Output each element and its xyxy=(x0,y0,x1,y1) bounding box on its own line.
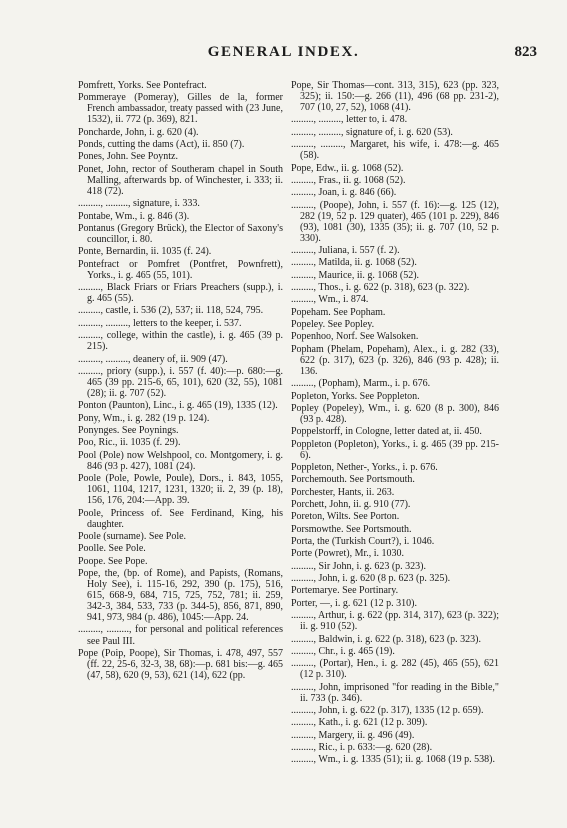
index-entry: Pontefract or Pomfret (Pontfret, Pownfrett), Yorks., i. g. 465 (55, 101). xyxy=(78,258,283,281)
left-index-column xyxy=(78,80,283,682)
index-entry: ........., Matilda, ii. g. 1068 (52). xyxy=(291,257,417,269)
index-entry: ........., Juliana, i. 557 (f. 2). xyxy=(291,245,400,257)
index-entry: Pope, Sir Thomas—cont. 313, 315), 623 (pp. 323, 325); ii. 150:—g. 266 (11), 496 (68 pp. 231-2), 707 (10, 27, 52), 1068 (41). xyxy=(291,80,499,114)
index-entry: Poo, Ric., ii. 1035 (f. 29). xyxy=(78,437,181,449)
index-entry: ........., Black Friars or Friars Preachers (supp.), i. g. 465 (55). xyxy=(78,282,283,305)
index-entry: Poppelstorff, in Cologne, letter dated at, ii. 450. xyxy=(291,426,482,438)
index-entry: ........., Sir John, i. g. 623 (p. 323). xyxy=(291,560,426,572)
index-entry: Popley (Popeley), Wm., i. g. 620 (8 p. 300), 846 (93 p. 428). xyxy=(291,402,499,425)
index-entry: Poole, Princess of. See Ferdinand, King, his daughter. xyxy=(78,507,283,530)
index-entry: ........., Wm., i. 874. xyxy=(291,294,369,306)
index-entry: ........., (Poope), John, i. 557 (f. 16):—g. 125 (12), 282 (19, 52 p. 129 quater), 465 (101 p. 229), 846 (93), 1081 (30), 1335 (35); ii. g. 707 (10, 52 p. 330). xyxy=(291,199,499,244)
index-entry: ........., priory (supp.), i. 557 (f. 40):—p. 680:—g. 465 (39 pp. 215-6, 65, 101), 620 (32, 55), 1081 (28); ii. g. 707 (52). xyxy=(78,365,283,399)
index-entry: ........., Ric., i. p. 633:—g. 620 (28). xyxy=(291,742,433,754)
index-entry: Pope, Edw., ii. g. 1068 (52). xyxy=(291,162,404,174)
index-entry: Pones, John. See Poyntz. xyxy=(78,151,178,163)
index-entry: ........., Arthur, i. g. 622 (pp. 314, 317), 623 (p. 322); ii. g. 910 (52). xyxy=(291,610,499,633)
index-entry: ........., John, i. g. 620 (8 p. 623 (p. 325). xyxy=(291,573,451,585)
index-entry: Poppleton, Nether-, Yorks., i. p. 676. xyxy=(291,462,438,474)
index-entry: Porchemouth. See Portsmouth. xyxy=(291,474,415,486)
index-entry: Pontanus (Gregory Brück), the Elector of Saxony's councillor, i. 80. xyxy=(78,222,283,245)
index-entry: ........., ........., deanery of, ii. 909 (47). xyxy=(78,353,228,365)
index-entry: ........., Margery, ii. g. 496 (49). xyxy=(291,729,415,741)
index-entry: Pommeraye (Pomeray), Gilles de la, former French ambassador, treaty passed with (23 June, 1532), ii. 772 (p. 369), 821. xyxy=(78,92,283,126)
index-entry: ........., Chr., i. g. 465 (19). xyxy=(291,645,395,657)
index-entry: ........., ........., letter to, i. 478. xyxy=(291,114,408,126)
index-entry: Pool (Pole) now Welshpool, co. Montgomery, i. g. 846 (93 p. 427), 1081 (24). xyxy=(78,449,283,472)
index-entry: Porter, —, i. g. 621 (12 p. 310). xyxy=(291,597,417,609)
index-entry: ........., Maurice, ii. g. 1068 (52). xyxy=(291,269,420,281)
index-entry: Ponte, Bernardin, ii. 1035 (f. 24). xyxy=(78,246,212,258)
index-entry: Porta, the (Turkish Court?), i. 1046. xyxy=(291,536,435,548)
running-title: GENERAL INDEX. xyxy=(207,44,360,60)
index-entry: Poppleton (Popleton), Yorks., i. g. 465 (39 pp. 215-6). xyxy=(291,438,499,461)
index-entry: Pony, Wm., i. g. 282 (19 p. 124). xyxy=(78,412,210,424)
index-entry: ........., Fras., ii. g. 1068 (52). xyxy=(291,174,406,186)
index-entry: Poreton, Wilts. See Porton. xyxy=(291,511,400,523)
index-entry: Ponynges. See Poynings. xyxy=(78,425,179,436)
index-entry: Portemarye. See Portinary. xyxy=(291,585,399,597)
index-entry: ........., Baldwin, i. g. 622 (p. 318), 623 (p. 323). xyxy=(291,633,481,645)
index-entry: Ponds, cutting the dams (Act), ii. 850 (7). xyxy=(78,139,245,151)
index-entry: Poole (surname). See Pole. xyxy=(78,530,187,542)
page-number: 823 xyxy=(514,44,537,60)
index-entry: Pope, the, (bp. of Rome), and Papists, (Romans, Holy See), i. 115-16, 292, 390 (p. 175), 516, 615, 668-9, 684, 715, 725, 752, 781; ii. 259, 342-3, 384, 533, 733 (p. 344-5), 856, 871, 890, 941, 973, 984 (p. 486), 1045:—App. 24. xyxy=(78,567,283,624)
index-entry: Popeley. See Popley. xyxy=(291,319,375,331)
index-entry: ........., ........., for personal and political references see Paul III. xyxy=(78,624,283,647)
index-entry: Porte (Powret), Mr., i. 1030. xyxy=(291,548,405,560)
index-entry: Ponton (Paunton), Linc., i. g. 465 (19), 1335 (12). xyxy=(78,400,278,412)
index-entry: ........., castle, i. 536 (2), 537; ii. 118, 524, 795. xyxy=(78,305,264,317)
index-entry: Porchester, Hants, ii. 263. xyxy=(291,486,395,498)
index-entry: ........., college, within the castle), i. g. 465 (39 p. 215). xyxy=(78,330,283,353)
index-entry: Poncharde, John, i. g. 620 (4). xyxy=(78,126,199,138)
index-entry: ........., ........., signature, i. 333. xyxy=(78,198,200,210)
right-index-column xyxy=(291,80,499,767)
index-entry: ........., Wm., i. g. 1335 (51); ii. g. 1068 (19 p. 538). xyxy=(291,754,495,766)
index-entry: Pomfrett, Yorks. See Pontefract. xyxy=(78,80,207,91)
index-entry: ........., (Portar), Hen., i. g. 282 (45), 465 (55), 621 (12 p. 310). xyxy=(291,658,499,681)
index-entry: ........., Thos., i. g. 622 (p. 318), 623 (p. 322). xyxy=(291,282,470,294)
index-entry: ........., ........., letters to the keeper, i. 537. xyxy=(78,317,242,329)
index-entry: Popleton, Yorks. See Poppleton. xyxy=(291,390,420,402)
index-entry: ........., ........., signature of, i. g. 620 (53). xyxy=(291,126,453,138)
page-header xyxy=(0,44,567,64)
index-entry: Poole (Pole, Powle, Poule), Dors., i. 843, 1055, 1061, 1104, 1217, 1231, 1320; ii. 2, 39 (p. 18), 156, 176, 204:—App. 39. xyxy=(78,473,283,507)
index-entry: Poolle. See Pole. xyxy=(78,543,146,555)
index-entry: Porsmowthe. See Portsmouth. xyxy=(291,523,412,535)
index-entry: ........., (Popham), Marm., i. p. 676. xyxy=(291,378,431,390)
index-entry: Popeham. See Popham. xyxy=(291,306,386,318)
index-entry: Popham (Phelam, Popeham), Alex., i. g. 282 (33), 622 (p. 317), 623 (p. 326), 846 (93 p. 428); ii. 136. xyxy=(291,343,499,377)
index-entry: Pontabe, Wm., i. g. 846 (3). xyxy=(78,210,190,222)
index-entry: Ponet, John, rector of Southeram chapel in South Malling, afterwards bp. of Winchester, i. 333; ii. 418 (72). xyxy=(78,163,283,197)
index-entry: ........., Kath., i. g. 621 (12 p. 309). xyxy=(291,717,428,729)
index-entry: ........., John, imprisoned "for reading in the Bible," ii. 733 (p. 346). xyxy=(291,681,499,704)
index-entry: ........., Joan, i. g. 846 (66). xyxy=(291,187,397,199)
index-entry: Pope (Poip, Poope), Sir Thomas, i. 478, 497, 557 (ff. 22, 25-6, 32-3, 38, 68):—p. 681 bis:—g. 465 (47, 58), 620 (9, 53), 621 (14), 622 (pp. xyxy=(78,647,283,681)
index-entry: Popenhoo, Norf. See Walsoken. xyxy=(291,331,419,343)
index-entry: ........., John, i. g. 622 (p. 317), 1335 (12 p. 659). xyxy=(291,705,484,717)
index-entry: Poope. See Pope. xyxy=(78,555,148,567)
index-entry: ........., ........., Margaret, his wife, i. 478:—g. 465 (58). xyxy=(291,139,499,162)
index-entry: Porchett, John, ii. g. 910 (77). xyxy=(291,499,411,511)
